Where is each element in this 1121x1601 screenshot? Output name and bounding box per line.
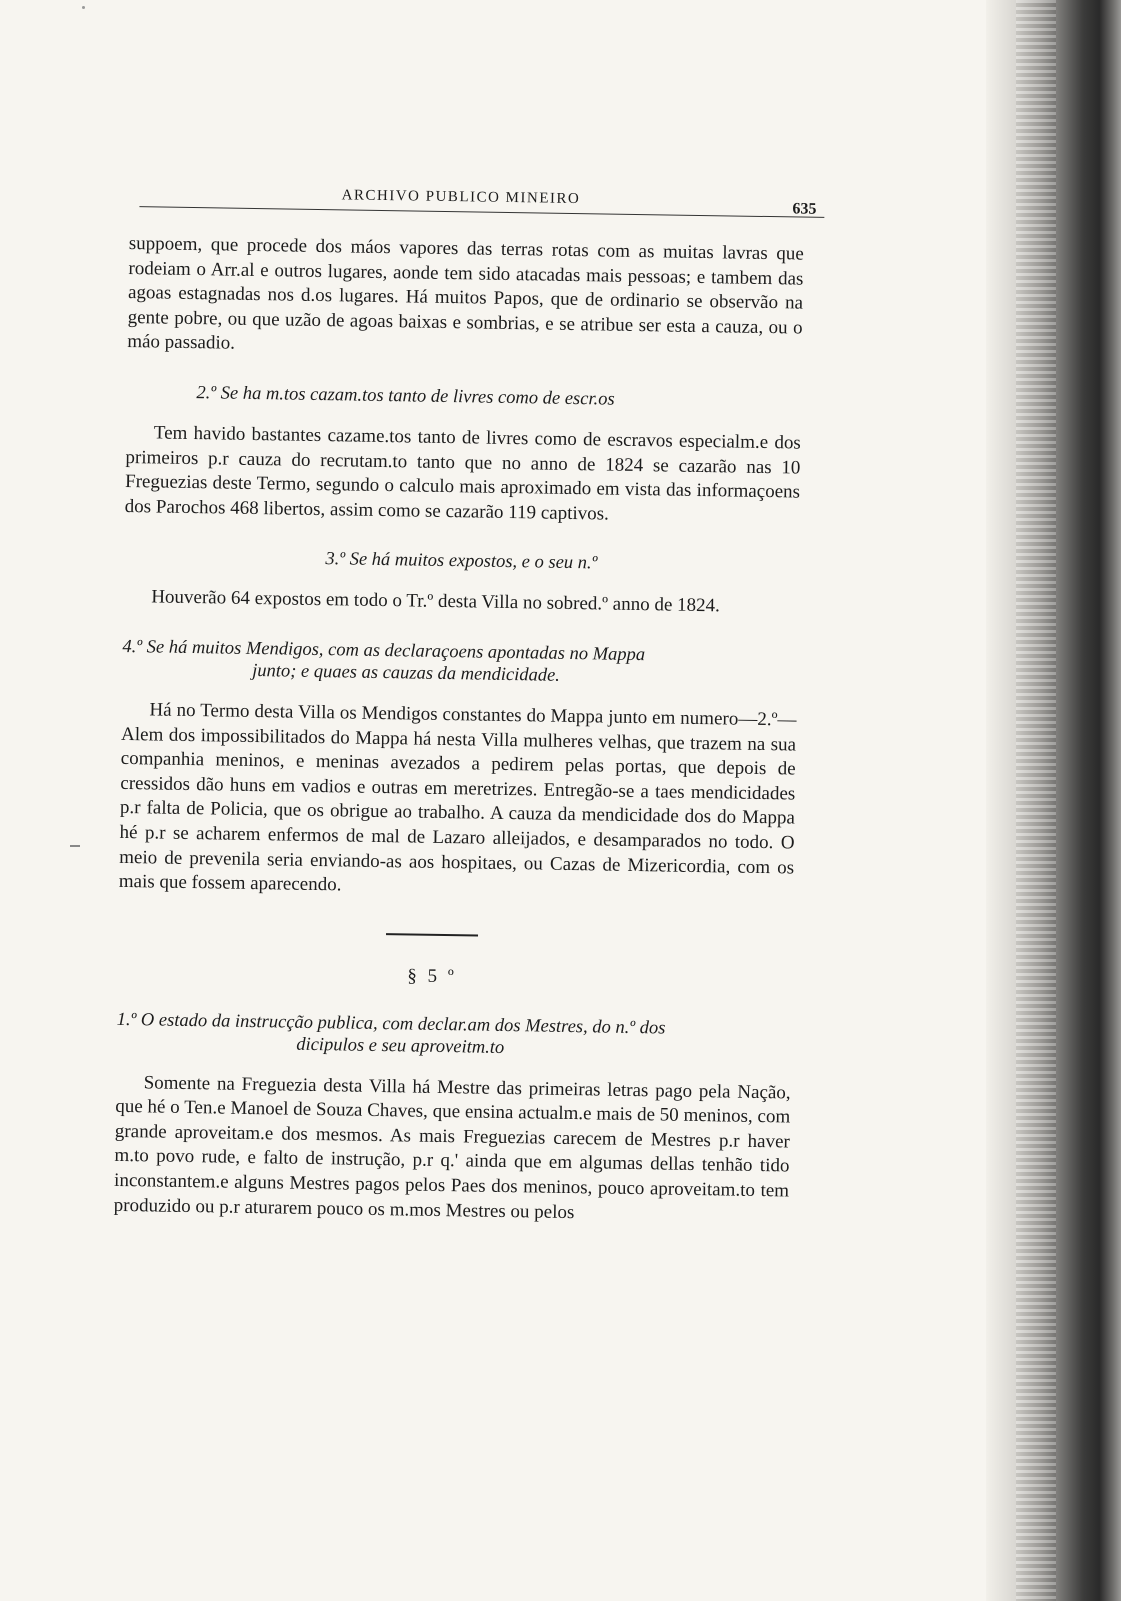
question-3-foundlings: 3.º Se há muitos expostos, e o seu n.º — [325, 549, 598, 574]
question-4-line-2: junto; e quaes as cauzas da mendicidade. — [251, 660, 561, 686]
margin-mark — [70, 845, 80, 847]
paragraph-papos: suppoem, que procede dos máos vapores das terras rotas com as muitas lavras que rodeiam o Arr.al e outros lugares, aonde tem sido atacadas mais pessoas; e tambem das agoas estagnadas nos d.os lugares. Há muitos Papos, que de ordinario se observão na gente pobre, ou que uzão de agoas baixas e sombrias, e se atribue ser esta a cauza, ou o máo passadio. — [127, 232, 804, 355]
print-speck — [82, 6, 85, 9]
page-body — [113, 170, 817, 1229]
section-5-heading: § 5 º — [407, 965, 457, 987]
running-title: ARCHIVO PUBLICO MINEIRO — [341, 187, 581, 208]
section-separator — [386, 933, 478, 936]
paragraph-marriages: Tem havido bastantes cazame.tos tanto de livres como de escravos especialm.e dos primeiros p.r cauza do recrutam.to tanto que no anno de 1824 se cazarão nas 10 Freguezias deste Termo, segundo o calculo mais aproximado em vista das informaçoens dos Parochos 468 libertos, assim como se cazarão 119 captivos. — [124, 422, 801, 525]
question-s5-1-line-1: 1.º O estado da instrucção publica, com declar.am dos Mestres, do n.º dos — [116, 1009, 666, 1039]
header-rule — [139, 206, 824, 218]
page-number: 635 — [792, 200, 817, 218]
question-s5-1-instruction — [116, 1009, 792, 1064]
page-edge-shadow — [986, 0, 1121, 1601]
paragraph-beggars: Há no Termo desta Villa os Mendigos constantes do Mappa junto em numero—2.º—Alem dos impossibilitados do Mappa há nesta Villa mulheres velhas, que trazem na sua companhia meninos, e meninas avezados a pedirem pelas portas, que depois de cressidos dão huns em vadios e outras em meretrizes. Entregão-se a taes mendicidades p.r falta de Policia, que os obrigue ao trabalho. A cauza da mendicidade dos do Mappa hé p.r se acharem enfermos de mal de Lazaro alleijados, e desamparados no todo. O meio de prevenila seria enviando-as aos hospitaes, ou Cazas de Mizericordia, com os mais que fossem aparecendo. — [118, 699, 797, 896]
question-2-marriages: 2.º Se ha m.tos cazam.tos tanto de livres como de escr.os — [196, 383, 615, 410]
paragraph-foundlings: Houverão 64 expostos em todo o Tr.º desta Villa no sobred.º anno de 1824. — [151, 586, 721, 617]
running-head — [129, 170, 817, 218]
question-s5-1-line-2: dicipulos e seu aproveitm.to — [296, 1034, 505, 1058]
question-4-line-1: 4.º Se há muitos Mendigos, com as declaraçoens apontadas no Mappa — [122, 636, 646, 666]
paragraph-instruction: Somente na Freguezia desta Villa há Mestre das primeiras letras pago pela Nação, que hé o Ten.e Manoel de Souza Chaves, que ensina actualm.e mais de 50 meninos, com grande aproveitam.e dos mesmos. As mais Freguezias carecem de Mestres p.r haver m.to povo rude, e falto de instrução, p.r q.' ainda que em algumas dellas tenhão tido inconstantem.e alguns Mestres pagos pelos Paes dos meninos, pouco aproveitam.to tem produzido ou p.r aturarem pouco os m.mos Mestres ou pelos — [113, 1072, 791, 1223]
question-4-beggars — [122, 636, 798, 691]
